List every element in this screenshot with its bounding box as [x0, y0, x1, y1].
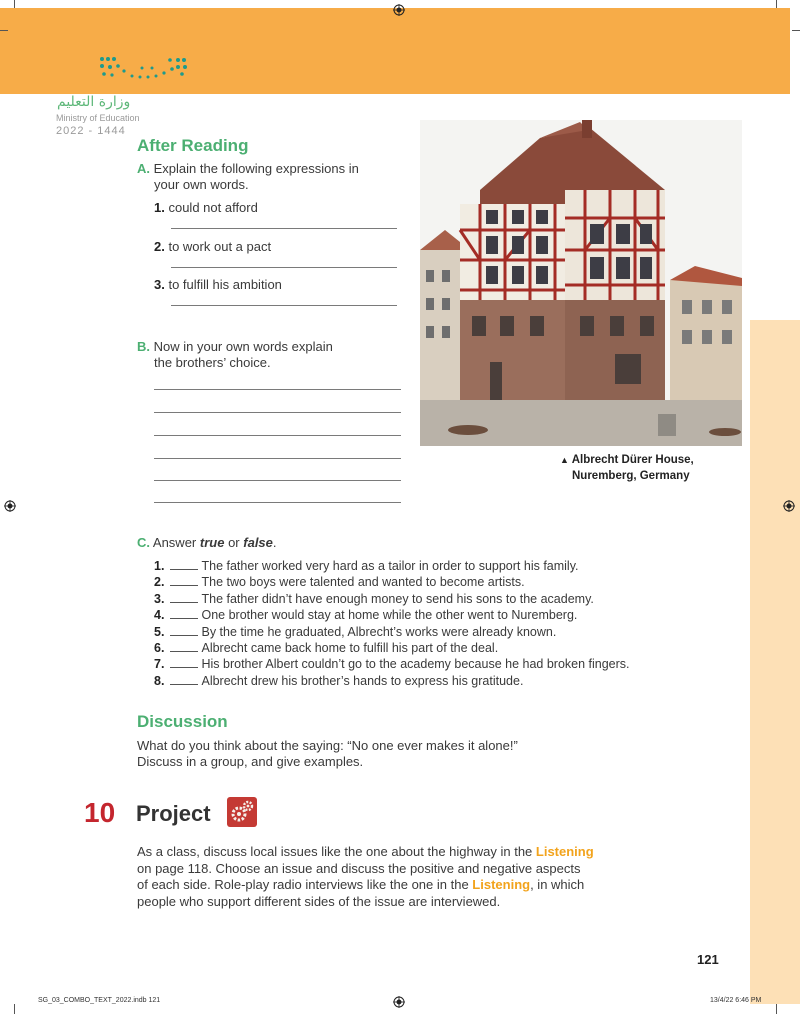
question-c	[137, 535, 277, 551]
footer-date: 13/4/22 6:46 PM	[710, 997, 762, 1004]
question-a	[137, 161, 359, 193]
answer-line[interactable]	[171, 228, 397, 229]
question-a-text-1: Explain the following expressions in	[153, 161, 359, 176]
statement-number: 6.	[154, 641, 165, 656]
answer-blank[interactable]	[170, 674, 198, 685]
project-title: Project	[136, 801, 211, 826]
discussion-line-2: Discuss in a group, and give examples.	[137, 754, 364, 769]
discussion-heading: Discussion	[137, 712, 228, 731]
ministry-logo-icon	[98, 55, 190, 81]
question-b	[137, 339, 333, 371]
expression-number: 3.	[154, 277, 165, 292]
statement-text: The father didn’t have enough money to send his sons to the academy.	[201, 591, 594, 606]
discussion-text	[137, 738, 518, 770]
answer-blank[interactable]	[170, 608, 198, 619]
answer-line[interactable]	[171, 305, 397, 306]
statement-text: Albrecht drew his brother’s hands to express his gratitude.	[201, 673, 524, 688]
crop-mark	[776, 1004, 777, 1014]
list-item	[154, 591, 630, 607]
discussion-line-1: What do you think about the saying: “No one ever makes it alone!”	[137, 738, 518, 753]
ministry-name-arabic: وزارة التعليم	[57, 94, 131, 110]
crop-mark	[792, 30, 800, 31]
project-number: 10	[84, 797, 116, 828]
registration-mark-icon	[4, 500, 16, 512]
answer-blank[interactable]	[170, 592, 198, 603]
triangle-marker-icon: ▲	[560, 455, 569, 465]
side-strip	[750, 320, 800, 1004]
answer-line[interactable]	[154, 389, 401, 390]
expression-text: could not afford	[168, 200, 258, 215]
statement-text: The two boys were talented and wanted to become artists.	[201, 575, 525, 590]
expression-number: 1.	[154, 200, 165, 215]
photo-caption-line-1: Albrecht Dürer House,	[571, 454, 694, 466]
question-b-text-2: the brothers’ choice.	[154, 355, 271, 370]
answer-line[interactable]	[154, 480, 401, 481]
answer-blank[interactable]	[170, 641, 198, 652]
statement-number: 8.	[154, 673, 165, 688]
answer-blank[interactable]	[170, 575, 198, 586]
word-false: false	[243, 535, 273, 550]
statement-number: 3.	[154, 591, 165, 606]
answer-line[interactable]	[171, 267, 397, 268]
statement-text: One brother would stay at home while the other went to Nuremberg.	[201, 608, 578, 623]
statement-text: Albrecht came back home to fulfill his part of the deal.	[201, 641, 499, 656]
crop-mark	[776, 0, 777, 8]
project-text-line-3: of each side. Role-play radio interviews like the one in the	[137, 877, 473, 892]
list-item	[154, 607, 630, 623]
expression-number: 2.	[154, 239, 165, 254]
answer-blank[interactable]	[170, 625, 198, 636]
crop-mark	[0, 30, 8, 31]
word-true: true	[199, 535, 225, 550]
ministry-year: 2022 - 1444	[56, 125, 126, 137]
listening-link[interactable]: Listening	[472, 877, 531, 892]
statement-text: His brother Albert couldn’t go to the academy because he had broken fingers.	[201, 657, 630, 672]
expression-text: to work out a pact	[168, 239, 272, 254]
registration-mark-icon	[783, 500, 795, 512]
list-item	[154, 656, 630, 672]
question-a-text-2: your own words.	[154, 177, 249, 192]
question-b-text-1: Now in your own words explain	[153, 339, 333, 354]
list-item	[154, 673, 630, 689]
question-a-label: A.	[137, 161, 150, 176]
answer-blank[interactable]	[170, 657, 198, 668]
registration-mark-icon	[393, 996, 405, 1008]
question-c-intro: Answer	[152, 535, 197, 550]
answer-line[interactable]	[154, 502, 401, 503]
project-text-line-1: As a class, discuss local issues like the one about the highway in the	[137, 844, 536, 859]
statement-text: By the time he graduated, Albrecht’s works were already known.	[201, 624, 557, 639]
footer-file-info: SG_03_COMBO_TEXT_2022.indb 121	[38, 997, 161, 1004]
question-c-label: C.	[137, 535, 150, 550]
list-item	[154, 624, 630, 640]
albrecht-durer-house-photo	[420, 120, 742, 446]
project-text-line-4: people who support different sides of the issue are interviewed.	[137, 893, 501, 909]
expression-item-2	[154, 239, 271, 255]
registration-mark-icon	[393, 4, 405, 16]
ministry-name-english: Ministry of Education	[56, 113, 140, 123]
project-text-line-2: on page 118. Choose an issue and discuss the positive and negative aspects	[137, 860, 581, 876]
statement-number: 4.	[154, 608, 165, 623]
expression-item-1	[154, 200, 258, 216]
expression-text: to fulfill his ambition	[168, 277, 282, 292]
answer-blank[interactable]	[170, 559, 198, 570]
answer-line[interactable]	[154, 412, 401, 413]
statement-number: 5.	[154, 624, 165, 639]
true-false-list	[154, 558, 630, 689]
statement-number: 7.	[154, 657, 165, 672]
header-band	[0, 8, 790, 94]
statement-number: 2.	[154, 575, 165, 590]
statement-number: 1.	[154, 559, 165, 573]
after-reading-heading: After Reading	[137, 136, 249, 155]
list-item	[154, 558, 630, 574]
listening-link[interactable]: Listening	[535, 844, 594, 859]
statement-text: The father worked very hard as a tailor in order to support his family.	[201, 559, 579, 573]
question-c-end: .	[272, 535, 277, 550]
expression-item-3	[154, 277, 282, 293]
list-item	[154, 640, 630, 656]
answer-line[interactable]	[154, 435, 401, 436]
answer-line[interactable]	[154, 458, 401, 459]
project-text-line-3-end: , in which	[530, 877, 585, 892]
photo-caption	[560, 452, 694, 484]
page-number: 121	[697, 952, 719, 967]
crop-mark	[14, 0, 15, 8]
photo-caption-line-2: Nuremberg, Germany	[572, 470, 690, 482]
project-text	[137, 844, 594, 910]
word-or: or	[228, 535, 240, 550]
crop-mark	[14, 1004, 15, 1014]
question-b-label: B.	[137, 339, 150, 354]
list-item	[154, 574, 630, 590]
gears-icon	[227, 797, 257, 827]
